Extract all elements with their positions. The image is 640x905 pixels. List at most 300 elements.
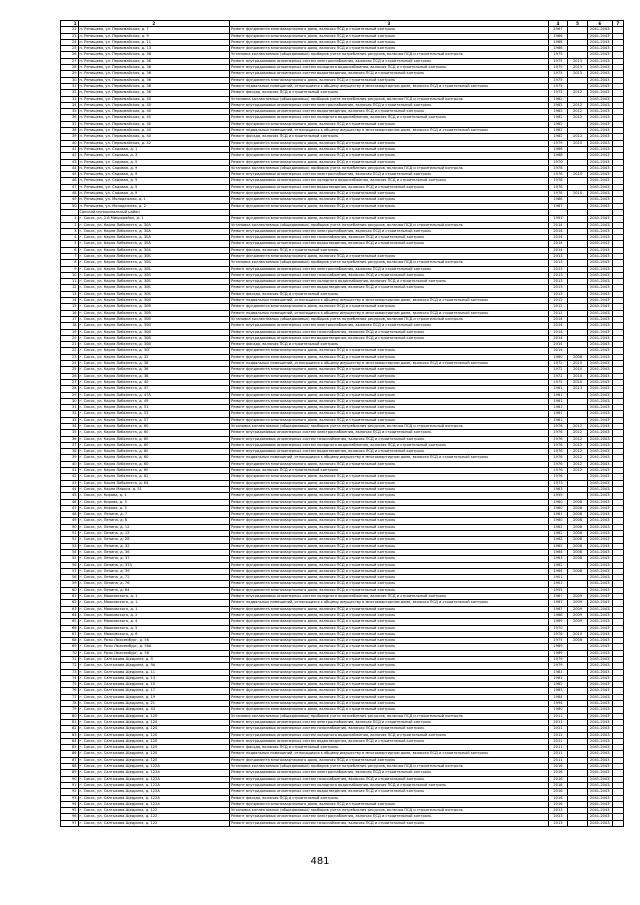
work-type-cell: Ремонт фундамента многоквартирного дома, включая ПСД и строительный контроль [230,562,549,568]
row-number: 86 [61,751,79,757]
address-cell: г. Сокск, ул. Маяковского, д. 1 [78,594,230,600]
row-number: 39 [61,455,79,461]
build-year-cell: 1976 [548,430,568,436]
work-type-cell: Ремонт фундамента многоквартирного дома, включая ПСД и строительный контроль [230,518,549,524]
planned-period-cell: 2041-2043 [587,121,612,127]
build-year-cell: 1966 [548,146,568,152]
build-year-cell: 1968 [548,612,568,618]
planned-period-cell: 2041-2043 [587,757,612,763]
last-repair-year-cell [568,820,588,826]
planned-period-cell: 2041-2043 [587,354,612,360]
last-repair-year-cell: 2012 [568,134,588,140]
planned-period-cell: 2041-2043 [587,732,612,738]
row-number: 84 [61,738,79,744]
address-cell: п. Репищево, ул. Первомайская, д. 40 [78,96,230,102]
last-repair-year-cell: 2012 [568,109,588,115]
address-cell: г. Сокск, ул. Ленина, д. 7 [78,512,230,518]
address-cell: г. Сокск, ул. Карла Либкнехта, д. 30В [78,329,230,335]
work-type-cell: Ремонт внутридомовых инженерных систем водоотведения, включая ПСД и строительный контроль [230,335,549,341]
planned-period-cell: 2041-2043 [587,600,612,606]
row-number: 58 [61,575,79,581]
build-year-cell: 1986 [548,197,568,203]
planned-period-cell: 2041-2043 [587,285,612,291]
address-cell: г. Сокск, ул. Карла Либкнехта, д. 30В [78,323,230,329]
address-cell: г. Сокск, ул. Ленина, д. 84 [78,587,230,593]
work-type-cell: Ремонт фундамента многоквартирного дома, включая ПСД и строительный контроль [230,638,549,644]
planned-period-cell: 2041-2043 [587,424,612,430]
planned-period-cell: 2041-2043 [587,436,612,442]
address-cell: п. Репищево, ул. Садовая, д. 5 [78,159,230,165]
address-cell: г. Сокск, ул. Кирова, д. 5 [78,505,230,511]
row-number: 50 [61,524,79,530]
build-year-cell: 2011 [548,732,568,738]
build-year-cell: 1978 [548,178,568,184]
planned-period-cell: 2041-2043 [587,631,612,637]
build-year-cell: 1978 [548,184,568,190]
build-year-cell: 2014 [548,335,568,341]
row-number: 42 [61,474,79,480]
row-number: 16 [61,310,79,316]
row-number: 73 [61,669,79,675]
row-number: 70 [61,650,79,656]
build-year-cell: 1964 [548,568,568,574]
planned-period-cell: 2041-2043 [587,361,612,367]
address-cell: г. Сокск, ул. Салтыкова-Щедрина, д. 122А [78,770,230,776]
last-repair-year-cell: 2012 [568,424,588,430]
row-number: 60 [61,587,79,593]
build-year-cell: 1968 [548,153,568,159]
build-year-cell: 1960 [548,518,568,524]
address-cell: г. Сокск, ул. Карла Либкнехта, д. 57 [78,417,230,423]
planned-period-cell: 2041-2043 [587,329,612,335]
build-year-cell: 1976 [548,631,568,637]
work-type-cell: Ремонт внутридомовых инженерных систем газоснабжения, включая ПСД и строительный контроль [230,329,549,335]
last-repair-year-cell: 2012 [568,90,588,96]
build-year-cell: 1983 [548,688,568,694]
row-number: 22 [61,27,79,33]
address-cell: г. Сокск, ул. Карла Маркса, д. 51 [78,486,230,492]
planned-period-cell: 2041-2043 [587,713,612,719]
build-year-cell: 2016 [548,776,568,782]
row-number: 30 [61,77,79,83]
address-cell: г. Сокск, ул. Маяковского, д. 2 [78,612,230,618]
work-type-cell: Ремонт внутридомовых инженерных систем водоотведения, включая ПСД и строительный контроль [230,241,549,247]
address-cell: г. Сокск, ул. Карла Либкнехта, д. 40 [78,379,230,385]
row-number: 10 [61,272,79,278]
planned-period-cell: 2041-2043 [587,260,612,266]
work-type-cell: Ремонт фундамента многоквартирного дома, включая ПСД и строительный контроль [230,386,549,392]
column-header: 1 [61,21,79,27]
address-cell: г. Сокск, ул. Салтыкова-Щедрина, д. 122А [78,764,230,770]
row-number: 23 [61,33,79,39]
build-year-cell: 1989 [548,644,568,650]
planned-period-cell: 2041-2043 [587,581,612,587]
address-cell: п. Репищево, ул. Молодежная, д. 1 [78,197,230,203]
row-number: 95 [61,808,79,814]
build-year-cell: 1961 [548,392,568,398]
work-type-cell: Ремонт внутридомовых инженерных систем электроснабжения, включая ПСД и строительный контроль [230,102,549,108]
work-type-cell: Ремонт фундамента многоквартирного дома, включая ПСД и строительный контроль [230,373,549,379]
planned-period-cell: 2041-2043 [587,745,612,751]
planned-period-cell: 2041-2043 [587,235,612,241]
row-number: 43 [61,480,79,486]
document-page [60,20,640,827]
work-type-cell: Ремонт фасада, включая ПСД и строительный контроль [230,291,549,297]
address-cell: г. Сокск, ул. Ленина, д. 12 [78,524,230,530]
planned-period-cell: 2041-2043 [587,27,612,33]
planned-period-cell: 2041-2043 [587,203,612,209]
row-number: 51 [61,531,79,537]
build-year-cell: 2011 [548,745,568,751]
address-cell: г. Сокск, ул. Маяковского, д. 5 [78,625,230,631]
address-cell: г. Сокск, ул. Салтыкова-Щедрина, д. 21 [78,701,230,707]
planned-period-cell: 2041-2043 [587,379,612,385]
work-type-cell: Ремонт фундамента многоквартирного дома, включая ПСД и строительный контроль [230,581,549,587]
work-type-cell: Ремонт внутридомовых инженерных систем холодного водоснабжения, включая ПСД и строительный контроль [230,732,549,738]
address-cell: Сокский муниципальный район [78,209,230,215]
address-cell: г. Сокск, ул. Маяковского, д. 4 [78,619,230,625]
work-type-cell: Ремонт фундамента многоквартирного дома, включая ПСД и строительный контроль [230,612,549,618]
row-number: 52 [61,537,79,543]
address-cell: п. Репищево, ул. Первомайская, д. 40 [78,115,230,121]
row-number: 30 [61,398,79,404]
build-year-cell: 2014 [548,323,568,329]
address-cell: п. Репищево, ул. Первомайская, д. 40 [78,121,230,127]
build-year-cell: 1982 [548,121,568,127]
build-year-cell: 1978 [548,191,568,197]
row-number: 20 [61,335,79,341]
work-type-cell: Ремонт фундамента многоквартирного дома, включая ПСД и строительный контроль [230,159,549,165]
row-number: 49 [61,197,79,203]
planned-period-cell: 2041-2043 [587,625,612,631]
row-number: 19 [61,329,79,335]
planned-period-cell: 2041-2043 [587,222,612,228]
planned-period-cell: 2041-2043 [587,96,612,102]
build-year-cell: 1972 [548,373,568,379]
work-type-cell: Ремонт фундамента многоквартирного дома, включая ПСД и строительный контроль [230,153,549,159]
build-year-cell: 1982 [548,109,568,115]
work-type-cell: Ремонт фундамента многоквартирного дома, включая ПСД и строительный контроль [230,537,549,543]
last-repair-year-cell: 2012 [568,115,588,121]
address-cell: г. Сокск, ул. Карла Либкнехта, д. 64 [78,480,230,486]
work-type-cell: Ремонт фундамента многоквартирного дома, включая ПСД и строительный контроль [230,650,549,656]
address-cell: г. Сокск, ул. Розы Люксембург, д. 56А [78,644,230,650]
work-type-cell: Ремонт фундамента многоквартирного дома, включая ПСД и строительный контроль [230,348,549,354]
address-cell: п. Репищево, ул. Первомайская, д. 42 [78,140,230,146]
build-year-cell: 1976 [548,436,568,442]
planned-period-cell: 2041-2043 [587,656,612,662]
address-cell: г. Сокск, ул. Маяковского, д. 1 [78,606,230,612]
row-number: 45 [61,493,79,499]
row-number: 65 [61,619,79,625]
work-type-cell: Установка коллективных (общедомовых) приборов учета потребления ресурсов, включая ПСД и строительный контроль [230,808,549,814]
address-cell: п. Репищево, ул. Первомайская, д. 11 [78,39,230,45]
last-repair-year-cell: 2008 [568,531,588,537]
work-type-cell: Ремонт фундамента многоквартирного дома, включая ПСД и строительный контроль [230,480,549,486]
last-repair-year-cell: 2010 [568,191,588,197]
work-type-cell: Ремонт фундамента многоквартирного дома, включая ПСД и строительный контроль [230,688,549,694]
address-cell: г. Сокск, ул. Салтыкова-Щедрина, д. 120 [78,757,230,763]
planned-period-cell: 2041-2043 [587,499,612,505]
build-year-cell: 1997 [548,216,568,222]
build-year-cell: 2014 [548,247,568,253]
row-number: 61 [61,594,79,600]
address-cell: г. Сокск, ул. Карла Либкнехта, д. 30В [78,310,230,316]
last-repair-year-cell: 2010 [568,140,588,146]
row-number: 23 [61,354,79,360]
work-type-cell: Ремонт фундамента многоквартирного дома, включая ПСД и строительный контроль [230,505,549,511]
planned-period-cell: 2041-2043 [587,373,612,379]
planned-period-cell: 2041-2043 [587,512,612,518]
build-year-cell: 2014 [548,329,568,335]
build-year-cell: 2013 [548,260,568,266]
build-year-cell: 2013 [548,291,568,297]
planned-period-cell: 2041-2043 [587,348,612,354]
address-cell: г. Сокск, ул. Карла Либкнехта, д. 51 [78,405,230,411]
row-number: 69 [61,644,79,650]
row-number: 31 [61,405,79,411]
planned-period-cell: 2041-2043 [587,694,612,700]
column-header: 2 [78,21,230,27]
planned-period-cell: 2041-2043 [587,39,612,45]
address-cell: п. Репищево, ул. Первомайская, д. 40 [78,102,230,108]
row-number: 7 [61,253,79,259]
row-number: 72 [61,663,79,669]
work-type-cell: Ремонт фундамента многоквартирного дома, включая ПСД и строительный контроль [230,398,549,404]
planned-period-cell: 2041-2043 [587,386,612,392]
work-type-cell: Ремонт фундамента многоквартирного дома, включая ПСД и строительный контроль [230,663,549,669]
planned-period-cell: 2041-2043 [587,115,612,121]
row-number: 9 [61,266,79,272]
build-year-cell: 2013 [548,808,568,814]
row-number: 97 [61,820,79,826]
planned-period-cell: 2041-2043 [587,335,612,341]
row-number: 28 [61,65,79,71]
build-year-cell: 1979 [548,656,568,662]
work-type-cell: Ремонт внутридомовых инженерных систем водоотведения, включая ПСД и строительный контроль [230,109,549,115]
planned-period-cell: 2041-2043 [587,562,612,568]
build-year-cell: 1901 [548,575,568,581]
row-number: 48 [61,191,79,197]
planned-period-cell: 2041-2043 [587,266,612,272]
build-year-cell: 1963 [548,486,568,492]
work-type-cell: Ремонт фасада, включая ПСД и строительный контроль [230,247,549,253]
work-type-cell: Ремонт фундамента многоквартирного дома, включая ПСД и строительный контроль [230,392,549,398]
work-type-cell: Ремонт фундамента многоквартирного дома, включая ПСД и строительный контроль [230,253,549,259]
row-number: 25 [61,46,79,52]
build-year-cell: 2013 [548,253,568,259]
row-number: 96 [61,814,79,820]
build-year-cell: 1961 [548,398,568,404]
last-repair-year-cell: 2012 [568,468,588,474]
work-type-cell: Ремонт фундамента многоквартирного дома, включая ПСД и строительный контроль [230,631,549,637]
build-year-cell: 1982 [548,128,568,134]
build-year-cell: 1966 [548,33,568,39]
build-year-cell: 1972 [548,367,568,373]
row-number: 75 [61,682,79,688]
address-cell: г. Сокск, ул. Маяковского, д. 6 [78,631,230,637]
row-number: 46 [61,499,79,505]
address-cell: п. Репищево, ул. Первомайская, д. 7 [78,27,230,33]
work-type-cell: Ремонт фундамента многоквартирного дома, включая ПСД и строительный контроль [230,39,549,45]
last-repair-year-cell: 2010 [568,373,588,379]
address-cell: г. Сокск, ул. Карла Либкнехта, д. 60 [78,468,230,474]
planned-period-cell: 2041-2043 [587,814,612,820]
address-cell: г. Сокск, ул. Кирова, д. 3 [78,499,230,505]
work-type-cell: Ремонт подвальных помещений, относящихся к общему имуществу в многоквартирном доме, включая ПСД и строительный контроль [230,751,549,757]
work-type-cell: Ремонт внутридомовых инженерных систем холодного водоснабжения, включая ПСД и строительный контроль [230,594,549,600]
row-number: 6 [61,247,79,253]
build-year-cell: 1961 [548,405,568,411]
work-type-cell: Ремонт фундамента многоквартирного дома, включая ПСД и строительный контроль [230,146,549,152]
work-type-cell: Ремонт фундамента многоквартирного дома, включая ПСД и строительный контроль [230,801,549,807]
work-type-cell: Ремонт фундамента многоквартирного дома, включая ПСД и строительный контроль [230,656,549,662]
address-cell: г. Сокск, ул. Ленина, д. 28 [78,537,230,543]
build-year-cell: 1961 [548,411,568,417]
address-cell: п. Репищево, ул. Первомайская, д. 13 [78,46,230,52]
table-body [61,27,624,827]
address-cell: г. Сокск, ул. Ленина, д. 15 [78,531,230,537]
planned-period-cell: 2041-2043 [587,461,612,467]
planned-period-cell: 2041-2043 [587,688,612,694]
row-number: 87 [61,757,79,763]
planned-period-cell: 2041-2043 [587,701,612,707]
planned-period-cell: 2041-2043 [587,751,612,757]
build-year-cell: 2013 [548,266,568,272]
build-year-cell: 1978 [548,172,568,178]
row-number: 37 [61,442,79,448]
page-number: 481 [310,856,330,867]
build-year-cell: 1960 [548,499,568,505]
build-year-cell: 2012 [548,310,568,316]
address-cell: п. Репищево, ул. Первомайская, д. 36 [78,77,230,83]
address-cell: г. Сокск, ул. Салтыкова-Щедрина, д. 15 [78,682,230,688]
planned-period-cell: 2041-2043 [587,272,612,278]
address-cell: г. Сокск, ул. Салтыкова-Щедрина, д. 122А [78,801,230,807]
row-number: 42 [61,153,79,159]
address-cell: г. Сокск, ул. Салтыкова-Щедрина, д. 122А [78,789,230,795]
last-repair-year-cell: 2010 [568,379,588,385]
row-number: 34 [61,424,79,430]
last-repair-year-cell: 2008 [568,543,588,549]
work-type-cell: Ремонт фундамента многоквартирного дома, включая ПСД и строительный контроль [230,411,549,417]
build-year-cell: 1979 [548,663,568,669]
build-year-cell: 1967 [548,27,568,33]
build-year-cell: 2013 [548,272,568,278]
address-cell: г. Сокск, ул. Карла Либкнехта, д. 60 [78,436,230,442]
work-type-cell: Ремонт фасада, включая ПСД и строительный контроль [230,795,549,801]
row-number: 47 [61,505,79,511]
last-repair-year-cell: 2009 [568,606,588,612]
row-number: 56 [61,562,79,568]
row-number: 5 [61,241,79,247]
work-type-cell: Ремонт фундамента многоквартирного дома, включая ПСД и строительный контроль [230,575,549,581]
column-header: 5 [568,21,588,27]
work-type-cell: Ремонт фундамента многоквартирного дома, включая ПСД и строительный контроль [230,694,549,700]
address-cell: г. Сокск, ул. Карла Либкнехта, д. 30В [78,335,230,341]
address-cell: п. Репищево, ул. Садовая, д. 9 [78,191,230,197]
build-year-cell: 2016 [548,801,568,807]
build-year-cell: 1962 [548,543,568,549]
address-cell: г. Сокск, ул. Салтыкова-Щедрина, д. 19 [78,694,230,700]
row-number: 81 [61,719,79,725]
address-cell: г. Сокск, ул. Карла Либкнехта, д. 30Б [78,253,230,259]
address-cell: г. Сокск, ул. Карла Либкнехта, д. 30А [78,241,230,247]
planned-period-cell: 2041-2043 [587,417,612,423]
work-type-cell: Ремонт фундамента многоквартирного дома, включая ПСД и строительный контроль [230,531,549,537]
row-number: 25 [61,367,79,373]
planned-period-cell: 2041-2043 [587,543,612,549]
last-repair-year-cell: 2008 [568,568,588,574]
row-number: 1 [61,216,79,222]
work-type-cell: Ремонт внутридомовых инженерных систем холодного водоснабжения, включая ПСД и строительный контроль [230,782,549,788]
row-number: 80 [61,713,79,719]
planned-period-cell: 2041-2043 [587,782,612,788]
work-type-cell: Ремонт фундамента многоквартирного дома, включая ПСД и строительный контроль [230,46,549,52]
address-cell: г. Сокск, ул. Карла Либкнехта, д. 60 [78,424,230,430]
planned-period-cell: 2041-2043 [587,518,612,524]
planned-period-cell: 2041-2043 [587,801,612,807]
planned-period-cell: 2041-2043 [587,291,612,297]
planned-period-cell: 2041-2043 [587,556,612,562]
row-number: 26 [61,52,79,58]
build-year-cell: 1975 [548,52,568,58]
build-year-cell: 2011 [548,719,568,725]
address-cell: г. Сокск, ул. Салтыкова-Щедрина, д. 120 [78,719,230,725]
row-number: 66 [61,625,79,631]
row-number: 76 [61,688,79,694]
build-year-cell: 1962 [548,524,568,530]
build-year-cell: 1976 [548,442,568,448]
work-type-cell: Ремонт внутридомовых инженерных систем электроснабжения, включая ПСД и строительный контроль [230,58,549,64]
work-type-cell: Ремонт внутридомовых инженерных систем газоснабжения, включая ПСД и строительный контроль [230,235,549,241]
build-year-cell: 2014 [548,241,568,247]
planned-period-cell: 2041-2043 [587,524,612,530]
planned-period-cell: 2041-2043 [587,468,612,474]
build-year-cell: 1975 [548,83,568,89]
planned-period-cell: 2041-2043 [587,537,612,543]
work-type-cell: Ремонт внутридомовых инженерных систем электроснабжения, включая ПСД и строительный контроль [230,770,549,776]
build-year-cell: 1962 [548,562,568,568]
last-repair-year-cell: 2009 [568,594,588,600]
build-year-cell: 2014 [548,316,568,322]
address-cell: п. Репищево, ул. Садовая, д. 9 [78,172,230,178]
row-number: 83 [61,732,79,738]
planned-period-cell: 2041-2043 [587,575,612,581]
row-number: 89 [61,770,79,776]
build-year-cell: 2016 [548,782,568,788]
row-number: 29 [61,71,79,77]
row-number: 27 [61,379,79,385]
address-cell: п. Репищево, ул. Первомайская, д. 36 [78,52,230,58]
address-cell: г. Сокск, ул. Салтыкова-Щедрина, д. 43 [78,707,230,713]
build-year-cell: 1967 [548,594,568,600]
row-number: 29 [61,392,79,398]
last-repair-year-cell: 2009 [568,619,588,625]
address-cell: г. Сокск, ул. Карла Либкнехта, д. 30В [78,342,230,348]
row-number: 3 [61,228,79,234]
planned-period-cell: 2041-2043 [587,90,612,96]
address-cell: г. Сокск, ул. Ленина, д. 39 [78,568,230,574]
build-year-cell: 1976 [548,424,568,430]
work-type-cell: Установка коллективных (общедомовых) приборов учета потребления ресурсов, включая ПСД и строительный контроль [230,165,549,171]
row-number: 15 [61,304,79,310]
address-cell: п. Репищево, ул. Молодежная, д. 2 [78,203,230,209]
build-year-cell: 1982 [548,682,568,688]
planned-period-cell: 2041-2043 [587,178,612,184]
address-cell: г. Сокск, ул. Ленина, д. 8 [78,518,230,524]
work-type-cell: Ремонт фундамента многоквартирного дома, включая ПСД и строительный контроль [230,405,549,411]
